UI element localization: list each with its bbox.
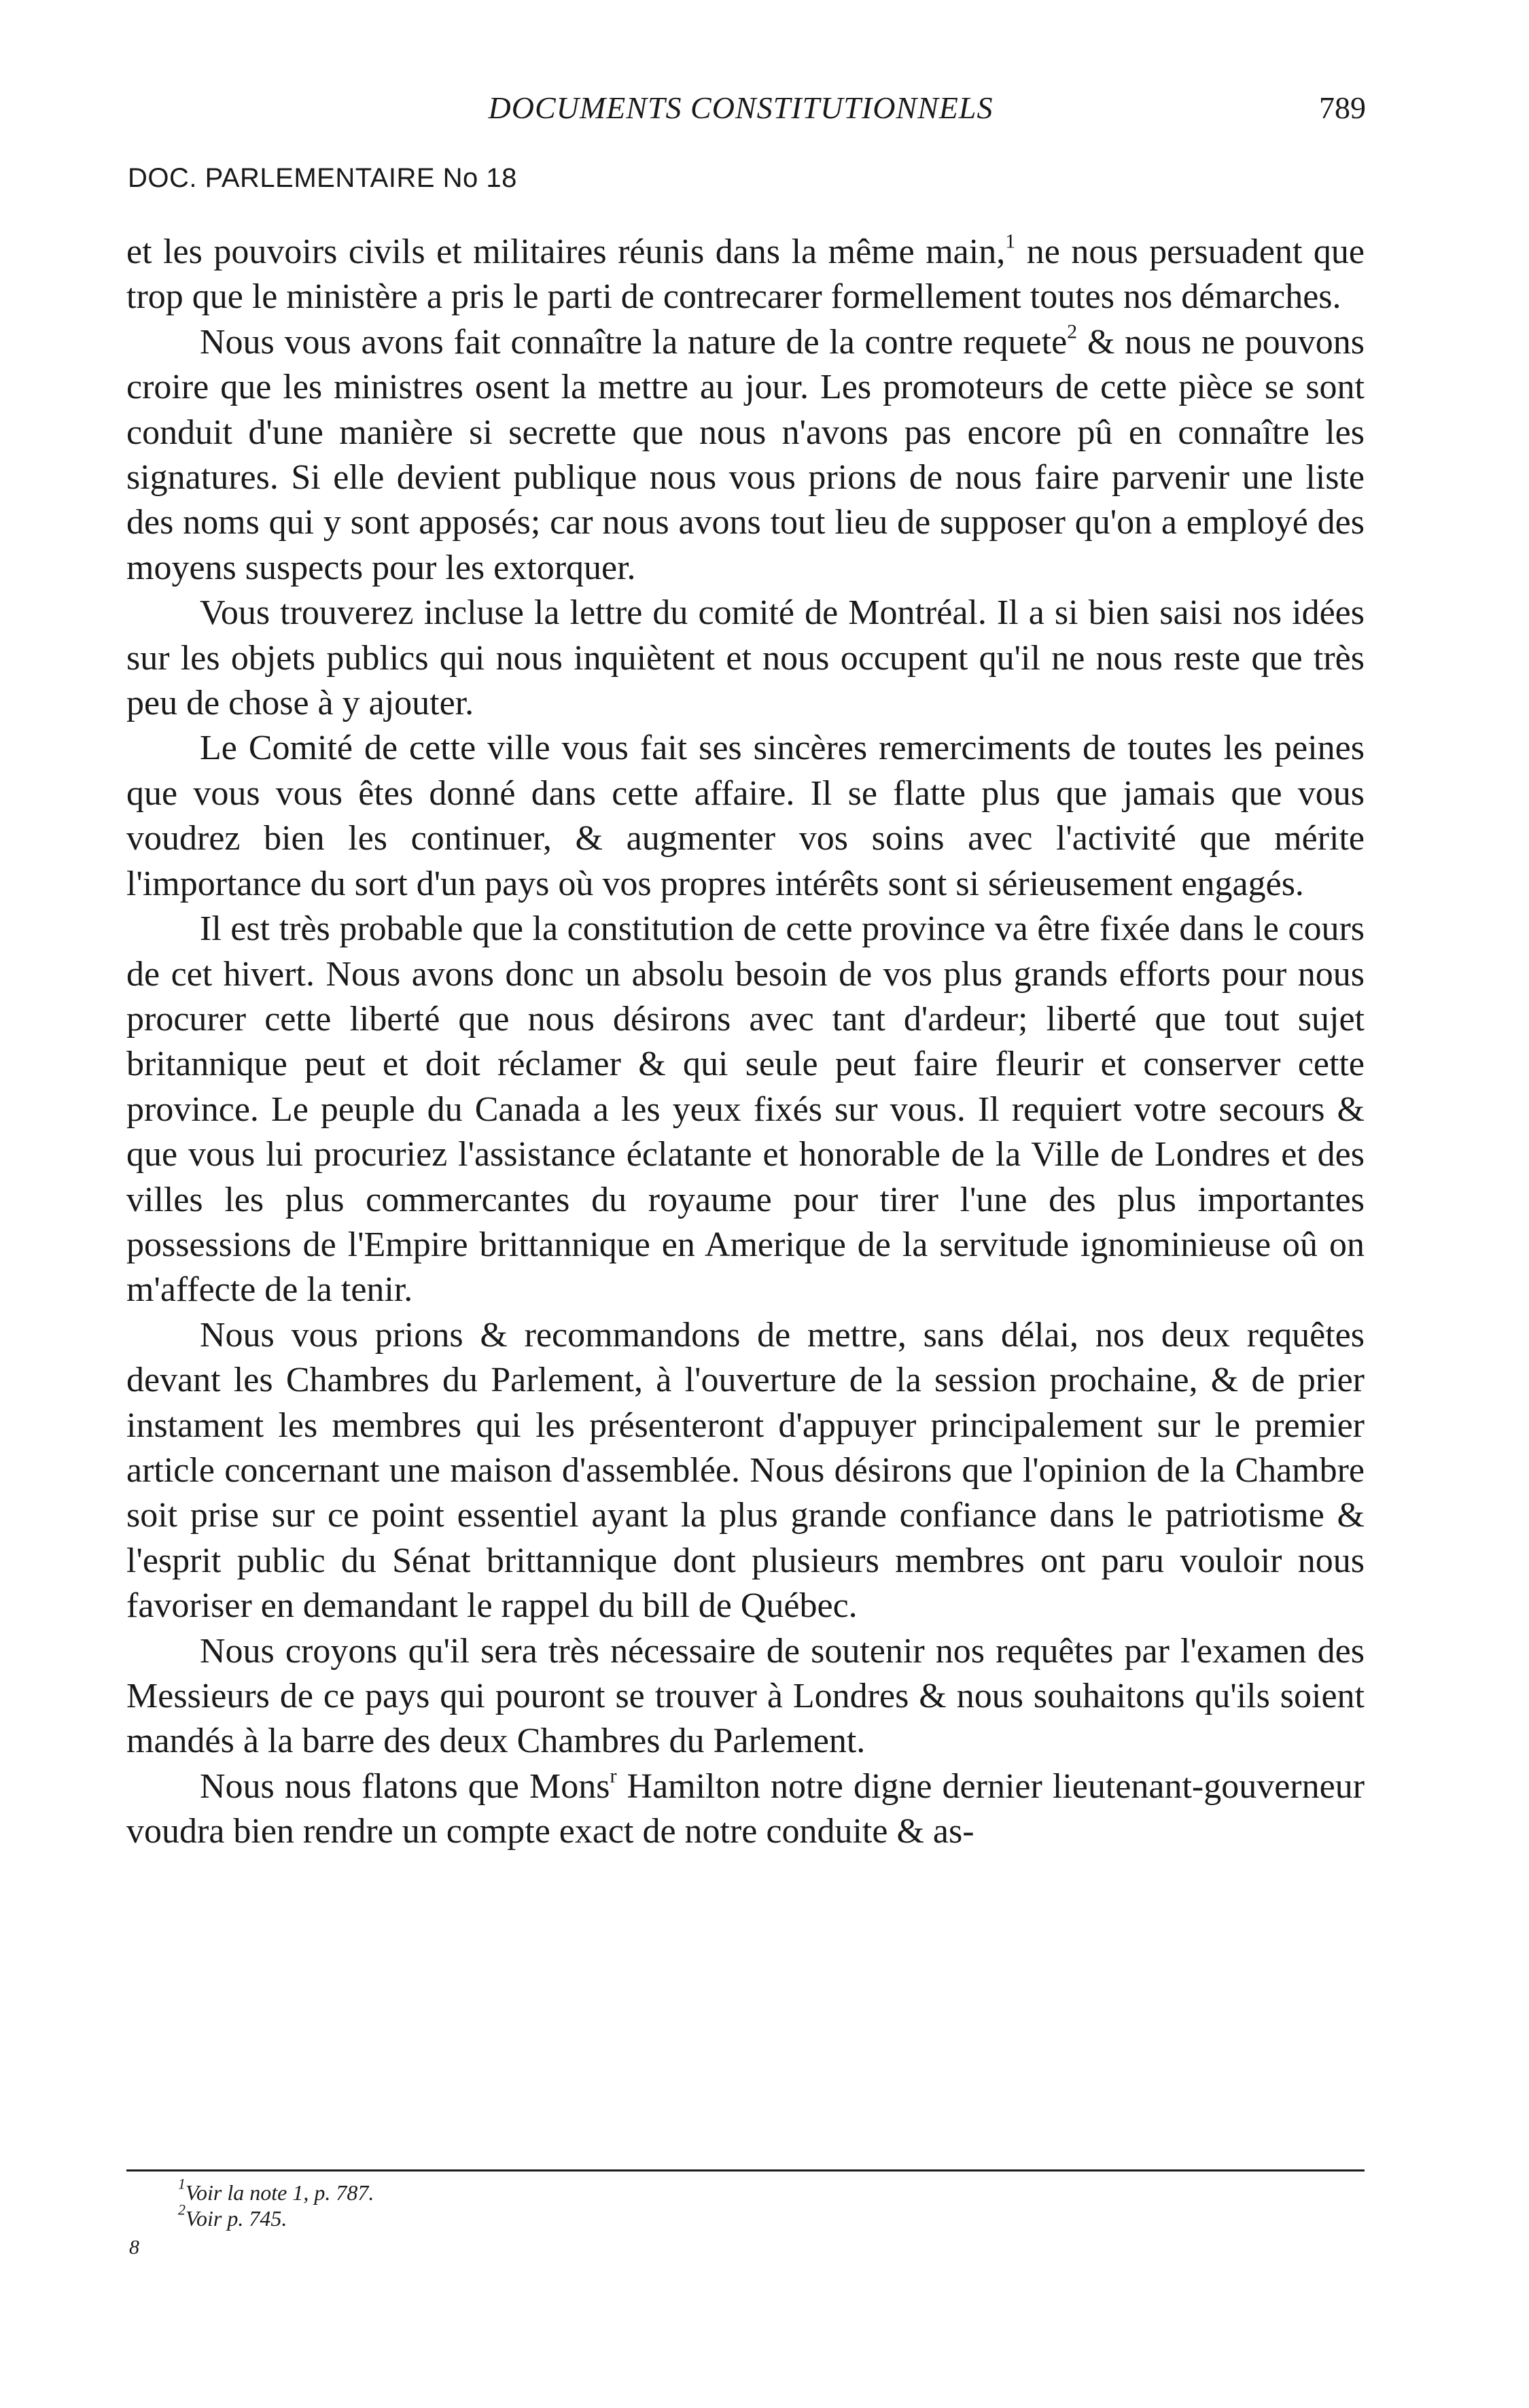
- signature-mark: 8: [129, 2236, 139, 2258]
- footnote-ref-2: 2: [1067, 320, 1078, 343]
- paragraph-8: Nous nous flatons que Mons$^r$ Hamilton notre digne dernier lieutenant-gouverneur voudra bien rendre un compte exact de notre conduite & as-: [126, 1764, 1365, 1851]
- paragraph-2: Nous vous avons fait connaître la nature de la contre requete$^2$ & nous ne pouvons croire que les ministres osent la mettre au jour. Les promoteurs de cette pièce se sont conduit d'une manière si secrette que nous n'avons pas encore pû en connaître les signatures. Si elle devient publique nous vous prions de nous faire parvenir une liste des noms qui y sont apposés; car nous avons tout lieu de supposer qu'on a employé des moyens suspects pour les extorquer.: [126, 320, 1365, 587]
- paragraph-3: Vous trouverez incluse la lettre du comité de Montréal. Il a si bien saisi nos idées sur les objets publics qui nous inquiètent et nous occupent qu'il ne nous reste que très peu de chose à y ajouter.: [126, 593, 1365, 723]
- body-text: [126, 230, 1365, 1855]
- page-number: 789: [1319, 90, 1366, 125]
- footnote-divider: [126, 2169, 1365, 2171]
- paragraph-4: Le Comité de cette ville vous fait ses sincères remerciments de toutes les peines que vous vous êtes donné dans cette affaire. Il se flatte plus que jamais que vous voudrez bien les continuer, & augmenter vos soins avec l'activité que mérite l'importance du sort d'un pays où vos propres intérêts sont si sérieusement engagés.: [126, 729, 1365, 903]
- paragraph-1: et les pouvoirs civils et militaires réunis dans la même main,$^1$ ne nous persuadent que trop que le ministère a pris le parti de contrecarer formellement toutes nos démarches.: [126, 230, 1365, 317]
- running-title: DOCUMENTS CONSTITUTIONNELS: [488, 90, 994, 125]
- footnote-1: $^1$Voir la note 1, p. 787.: [178, 2175, 374, 2205]
- document-label: DOC. PARLEMENTAIRE No 18: [128, 163, 517, 193]
- paragraph-5: Il est très probable que la constitution de cette province va être fixée dans le cours de cet hivert. Nous avons donc un absolu besoin de vos plus grands efforts pour nous procurer cette liberté que nous désirons avec tant d'ardeur; liberté que tout sujet britannique peut et doit réclamer & qui seule peut faire fleurir et conserver cette province. Le peuple du Canada a les yeux fixés sur vous. Il requiert votre secours & que vous lui procuriez l'assistance éclatante et honorable de la Ville de Londres et des villes les plus commercantes du royaume pour tirer l'une des plus importantes possessions de l'Empire brittannique en Amerique de la servitude ignominieuse oû on m'affecte de la tenir.: [126, 909, 1365, 1310]
- superscript-abbrev: r: [610, 1764, 617, 1787]
- footnote-ref-1: 1: [1005, 230, 1016, 253]
- footnote-2: $^2$Voir p. 745.: [178, 2201, 287, 2231]
- paragraph-6: Nous vous prions & recommandons de mettre, sans délai, nos deux requêtes devant les Chambres du Parlement, à l'ouverture de la session prochaine, & de prier instament les membres qui les présenteront d'appuyer principalement sur le premier article concernant une maison d'assemblée. Nous désirons que l'opinion de la Chambre soit prise sur ce point essentiel ayant la plus grande confiance dans le patriotisme & l'esprit public du Sénat brittannique dont plusieurs membres ont paru vouloir nous favoriser en demandant le rappel du bill de Québec.: [126, 1315, 1365, 1626]
- paragraph-7: Nous croyons qu'il sera très nécessaire de soutenir nos requêtes par l'examen des Messieurs de ce pays qui pouront se trouver à Londres & nous souhaitons qu'ils soient mandés à la barre des deux Chambres du Parlement.: [126, 1631, 1365, 1761]
